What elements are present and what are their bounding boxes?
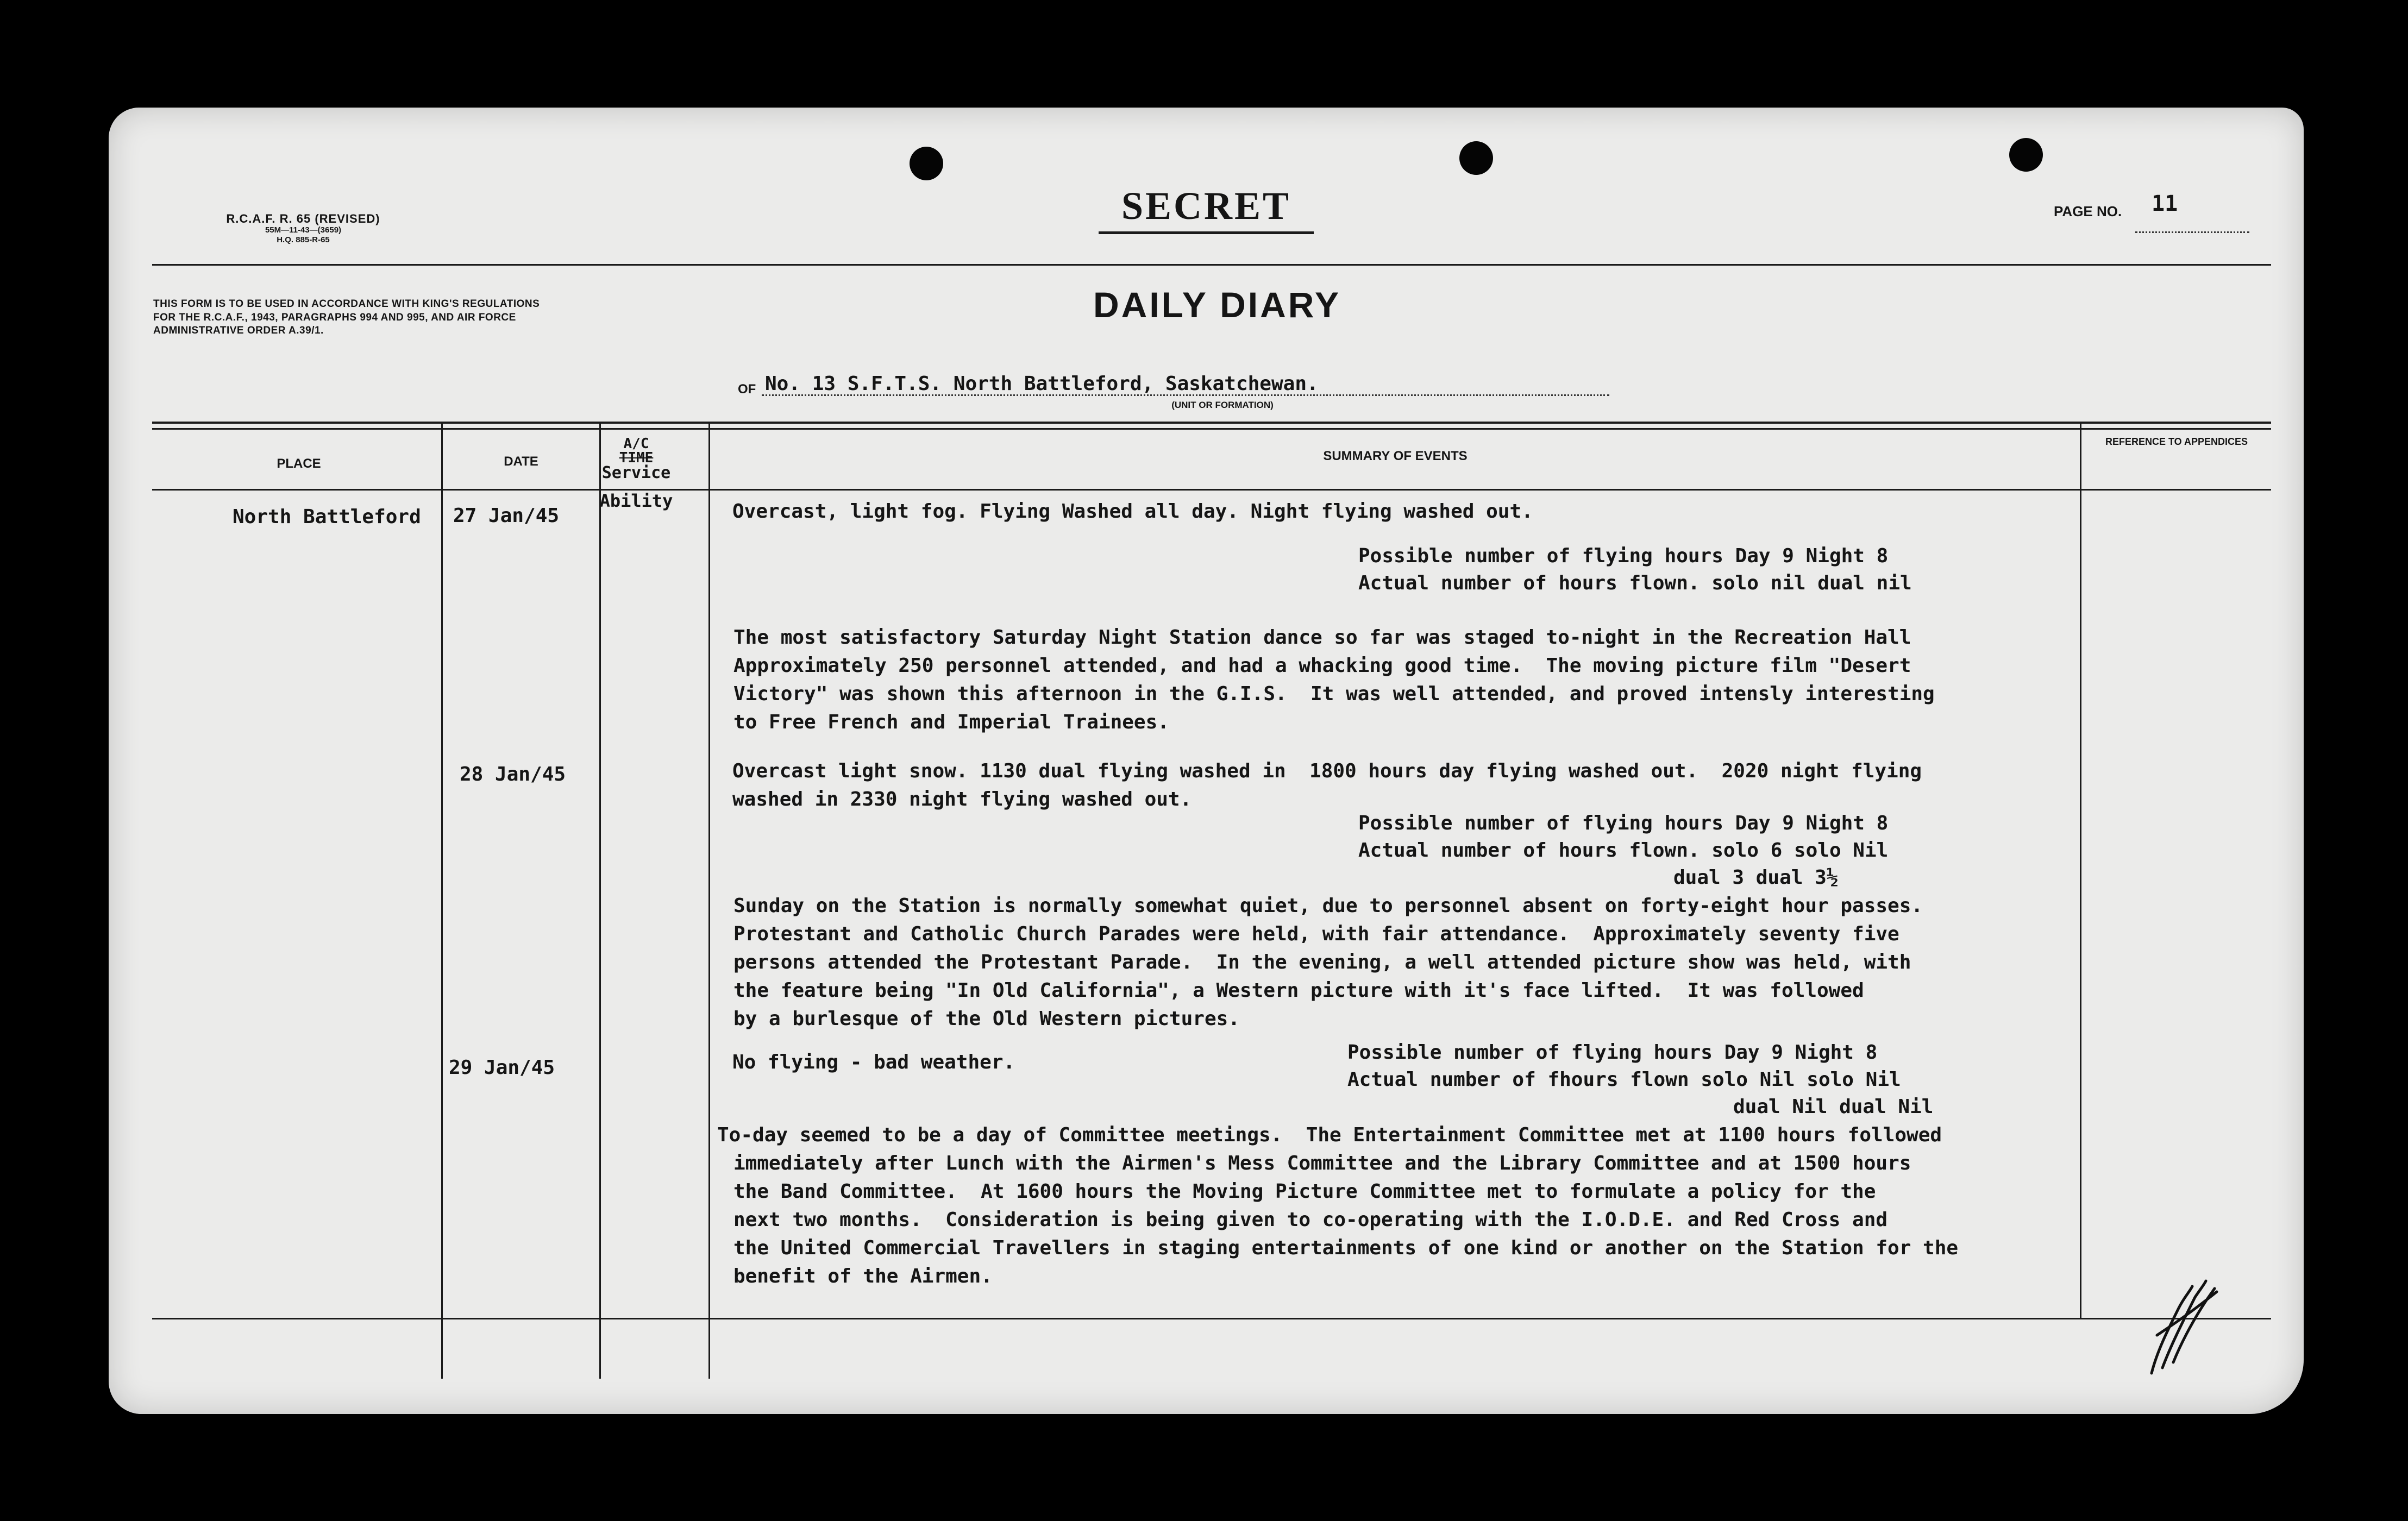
entry-narrative-line: by a burlesque of the Old Western pictures. (733, 1008, 1240, 1030)
unit-of-label: OF (738, 382, 756, 397)
table-top-rule (152, 422, 2271, 424)
column-divider (441, 423, 443, 1379)
entry-date: 29 Jan/45 (449, 1057, 555, 1079)
column-header-aircraft-service: Service (601, 463, 671, 482)
punch-hole (910, 147, 943, 180)
entry-possible-hours: Possible number of flying hours Day 9 Night 8 (1358, 545, 1889, 567)
punch-hole (2009, 138, 2043, 172)
unit-name: No. 13 S.F.T.S. North Battleford, Saskatchewan. (765, 373, 1319, 395)
column-header-aircraft (595, 437, 677, 481)
form-reference (167, 212, 439, 244)
column-header-place: PLACE (277, 456, 321, 471)
column-header-summary: SUMMARY OF EVENTS (1323, 449, 1468, 463)
column-divider (2080, 423, 2081, 1319)
entry-place: North Battleford (233, 506, 421, 528)
table-header-rule (152, 489, 2271, 491)
entry-narrative-line: Protestant and Catholic Church Parades were held, with fair attendance. Approximately seventy five (733, 923, 1899, 945)
form-instructions: THIS FORM IS TO BE USED IN ACCORDANCE WITH KING'S REGULATIONS FOR THE R.C.A.F., 1943, PARAGRAPHS 994 AND 995, AND AIR FORCE ADMINISTRATIVE ORDER A.39/1. (153, 298, 540, 337)
entry-actual-hours-dual: dual 3 dual 3½ (1673, 866, 1839, 889)
entry-narrative-line: the feature being "In Old California", a Western picture with it's face lifted. It was followed (733, 979, 1864, 1002)
entry-actual-hours: Actual number of fhours flown solo Nil solo Nil (1347, 1069, 1901, 1091)
column-divider (599, 423, 601, 1379)
form-reference-hq: H.Q. 885-R-65 (277, 235, 330, 244)
entry-possible-hours: Possible number of flying hours Day 9 Night 8 (1347, 1041, 1878, 1064)
entry-actual-hours: Actual number of hours flown. solo nil dual nil (1358, 572, 1912, 594)
entry-narrative-line: The most satisfactory Saturday Night Station dance so far was staged to-night in the Recreation Hall (733, 626, 1911, 649)
entry-narrative-line: the United Commercial Travellers in staging entertainments of one kind or another on the Station for the (733, 1237, 1959, 1259)
diary-page (109, 108, 2304, 1414)
table-bottom-rule (152, 1318, 2271, 1319)
aircraft-ability: Ability (599, 491, 673, 511)
entry-narrative-line: the Band Committee. At 1600 hours the Moving Picture Committee met to formulate a policy for the (733, 1180, 1876, 1203)
entry-narrative-line: Sunday on the Station is normally somewhat quiet, due to personnel absent on forty-eight hour passes. (733, 895, 1923, 917)
entry-narrative-line: to Free French and Imperial Trainees. (733, 711, 1169, 733)
page-number-dotted-line (2135, 231, 2249, 233)
form-reference-main: R.C.A.F. R. 65 (REVISED) (226, 212, 380, 225)
entry-narrative-line: Approximately 250 personnel attended, and had a whacking good time. The moving picture film "Desert (733, 655, 1911, 677)
entry-actual-hours-dual: dual Nil dual Nil (1733, 1096, 1934, 1118)
entry-narrative-line: immediately after Lunch with the Airmen's Mess Committee and the Library Committee and at 1500 hours (733, 1152, 1911, 1174)
page-number-value: 11 (2152, 191, 2178, 216)
entry-weather: Overcast, light fog. Flying Washed all day. Night flying washed out. (732, 500, 1533, 523)
column-header-aircraft-time: TIME (619, 450, 654, 466)
classification-heading: SECRET (1121, 184, 1291, 228)
unit-dotted-line (762, 394, 1609, 396)
punch-hole (1459, 141, 1493, 175)
entry-narrative-line: To-day seemed to be a day of Committee meetings. The Entertainment Committee met at 1100 hours followed (717, 1124, 1942, 1146)
column-header-date: DATE (504, 454, 538, 469)
entry-weather-line: washed in 2330 night flying washed out. (732, 788, 1192, 810)
column-header-reference: REFERENCE TO APPENDICES (2105, 436, 2248, 447)
entry-narrative-line: benefit of the Airmen. (733, 1265, 993, 1287)
entry-date: 28 Jan/45 (460, 763, 566, 785)
entry-narrative-line: persons attended the Protestant Parade. In the evening, a well attended picture show was held, with (733, 951, 1911, 973)
table-top-rule-second (152, 428, 2271, 430)
header-rule (152, 264, 2271, 266)
classification-underline (1099, 231, 1314, 234)
entry-date: 27 Jan/45 (453, 505, 560, 527)
entry-narrative-line: next two months. Consideration is being given to co-operating with the I.O.D.E. and Red Cross and (733, 1209, 1888, 1231)
page-number-label: PAGE NO. (2054, 203, 2122, 219)
page-title: DAILY DIARY (1093, 285, 1341, 325)
column-header-aircraft-ac: A/C (623, 436, 649, 452)
entry-possible-hours: Possible number of flying hours Day 9 Night 8 (1358, 812, 1889, 834)
entry-weather: No flying - bad weather. (732, 1051, 1015, 1073)
entry-actual-hours: Actual number of hours flown. solo 6 solo Nil (1358, 839, 1889, 862)
entry-weather-line: Overcast light snow. 1130 dual flying washed in 1800 hours day flying washed out. 2020 night flying (732, 760, 1922, 782)
unit-caption: (UNIT OR FORMATION) (1171, 400, 1274, 410)
form-reference-sub: 55M—11-43—(3659) (265, 225, 342, 235)
handwritten-initials-signature (2141, 1270, 2222, 1379)
entry-narrative-line: Victory" was shown this afternoon in the G.I.S. It was well attended, and proved intensly interesting (733, 683, 1935, 705)
column-divider (708, 423, 710, 1379)
